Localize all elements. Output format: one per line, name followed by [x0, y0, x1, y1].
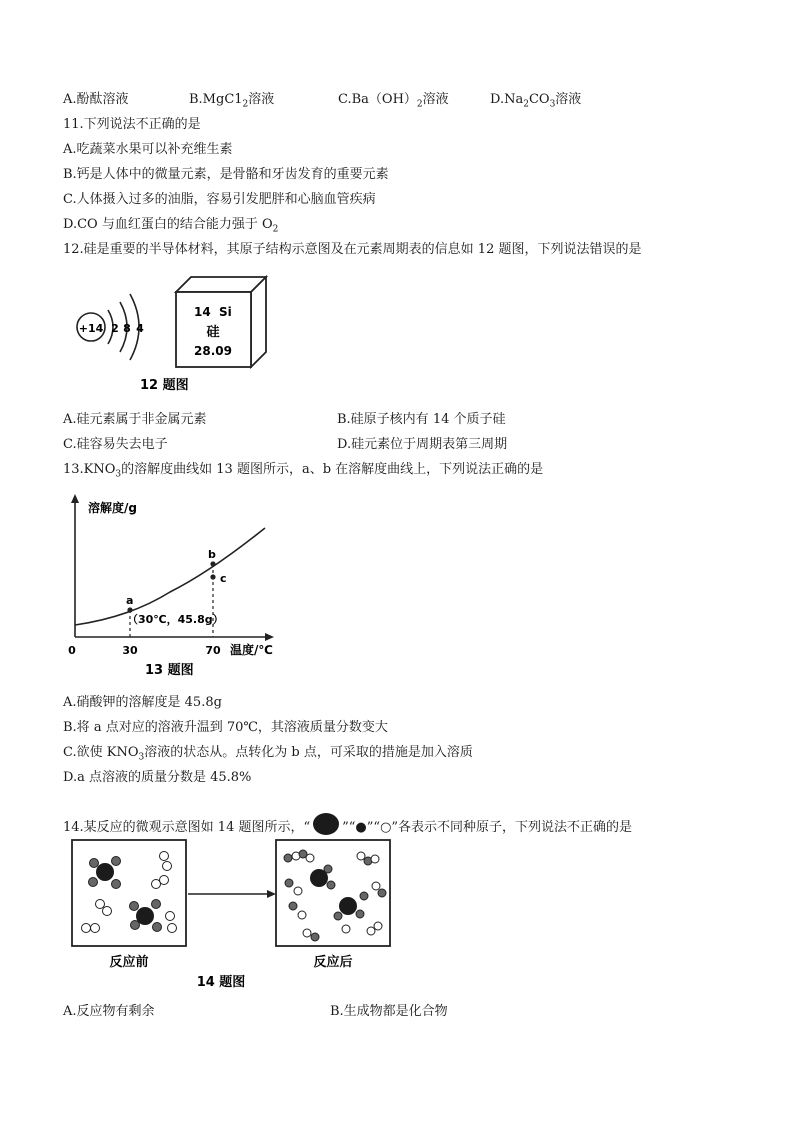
q10-option-c: $C.Ba(OH)_2$溶液	[338, 92, 449, 110]
point-a	[127, 607, 132, 612]
q11-option-a: A.吃蔬菜水果可以补充维生素	[63, 142, 233, 157]
nucleus-charge: +14	[78, 322, 104, 335]
x-tick-30: 30	[122, 644, 138, 657]
q10-option-a: A.酚酞溶液	[63, 92, 129, 107]
y-axis-arrow	[71, 494, 79, 503]
q13-stem: $13.KNO_3$的溶解度曲线如 13 题图所示，a、b 在溶解度曲线上，下列说法正确的是	[63, 462, 544, 480]
point-b-label: b	[208, 548, 216, 561]
q12-option-a: A.硅元素属于非金属元素	[63, 412, 207, 427]
element-symbol: Si	[219, 305, 232, 319]
q13-option-c: C.欲使 $KNO_3$溶液的状态从。点转化为 b 点，可采取的措施是加入溶质	[63, 745, 473, 763]
q12-caption: 12 题图	[140, 378, 189, 393]
q13-solubility-chart	[60, 492, 290, 682]
q14-option-b: B.生成物都是化合物	[330, 1004, 448, 1019]
shell-electrons-3: 4	[136, 322, 144, 335]
q11-option-b: B.钙是人体中的微量元素，是骨骼和牙齿发育的重要元素	[63, 167, 389, 182]
q13-option-b: B.将 a 点对应的溶液升温到 70℃，其溶液质量分数变大	[63, 720, 388, 735]
q14-caption: 14 题图	[196, 975, 246, 990]
q12-option-c: C.硅容易失去电子	[63, 437, 168, 452]
q13-option-a: A.硝酸钾的溶解度是 45.8g	[63, 695, 222, 710]
y-axis-label: 溶解度/g	[88, 501, 137, 515]
q12-option-b: B.硅原子核内有 14 个质子硅	[337, 412, 506, 427]
q14-option-a: A.反应物有剩余	[63, 1004, 155, 1019]
q12-option-d: D.硅元素位于周期表第三周期	[337, 437, 508, 452]
element-name: 硅	[206, 325, 220, 340]
x-tick-70: 70	[205, 644, 221, 657]
atomic-mass: 28.09	[194, 344, 232, 358]
q10-option-d: $D.Na_2CO_3$溶液	[490, 92, 582, 110]
solubility-curve	[75, 528, 265, 625]
origin-label: 0	[68, 644, 76, 657]
shell-electrons-1: 2	[111, 322, 119, 335]
shell-electrons-2: 8	[123, 322, 131, 335]
q11-option-c: C.人体摄入过多的油脂，容易引发肥胖和心脑血管疾病	[63, 192, 376, 207]
q10-option-b: $B.MgC1_2$溶液	[189, 92, 275, 110]
q14-stem: 14.某反应的微观示意图如 14 题图所示，“ ”“●”“○”各表示不同种原子，下列说法不正确的是	[63, 813, 632, 837]
q13-caption: 13 题图	[145, 663, 194, 678]
large-atom-icon	[313, 813, 339, 835]
q13-option-d: D.a 点溶液的质量分数是 45.8%	[63, 770, 252, 785]
point-c	[210, 574, 215, 579]
point-a-label: a	[126, 594, 134, 607]
atomic-number: 14	[194, 305, 211, 319]
x-axis-label: 温度/℃	[230, 643, 273, 657]
cell-side	[251, 277, 266, 367]
after-label: 反应后	[313, 955, 353, 970]
reaction-arrow-head	[267, 890, 276, 898]
q12-figure	[66, 272, 276, 397]
point-c-label: c	[220, 572, 227, 585]
q12-stem: 12.硅是重要的半导体材料，其原子结构示意图及在元素周期表的信息如 12 题图，下列说法错误的是	[63, 242, 642, 257]
point-a-annotation: （30℃，45.8g）	[127, 613, 224, 626]
q11-stem: 11.下列说法不正确的是	[63, 117, 201, 132]
q14-figure	[66, 836, 396, 996]
q11-option-d: D.CO 与血红蛋白的结合能力强于 $O_2$	[63, 217, 279, 235]
x-axis-arrow	[265, 633, 274, 641]
before-label: 反应前	[109, 955, 149, 970]
point-b	[210, 561, 215, 566]
